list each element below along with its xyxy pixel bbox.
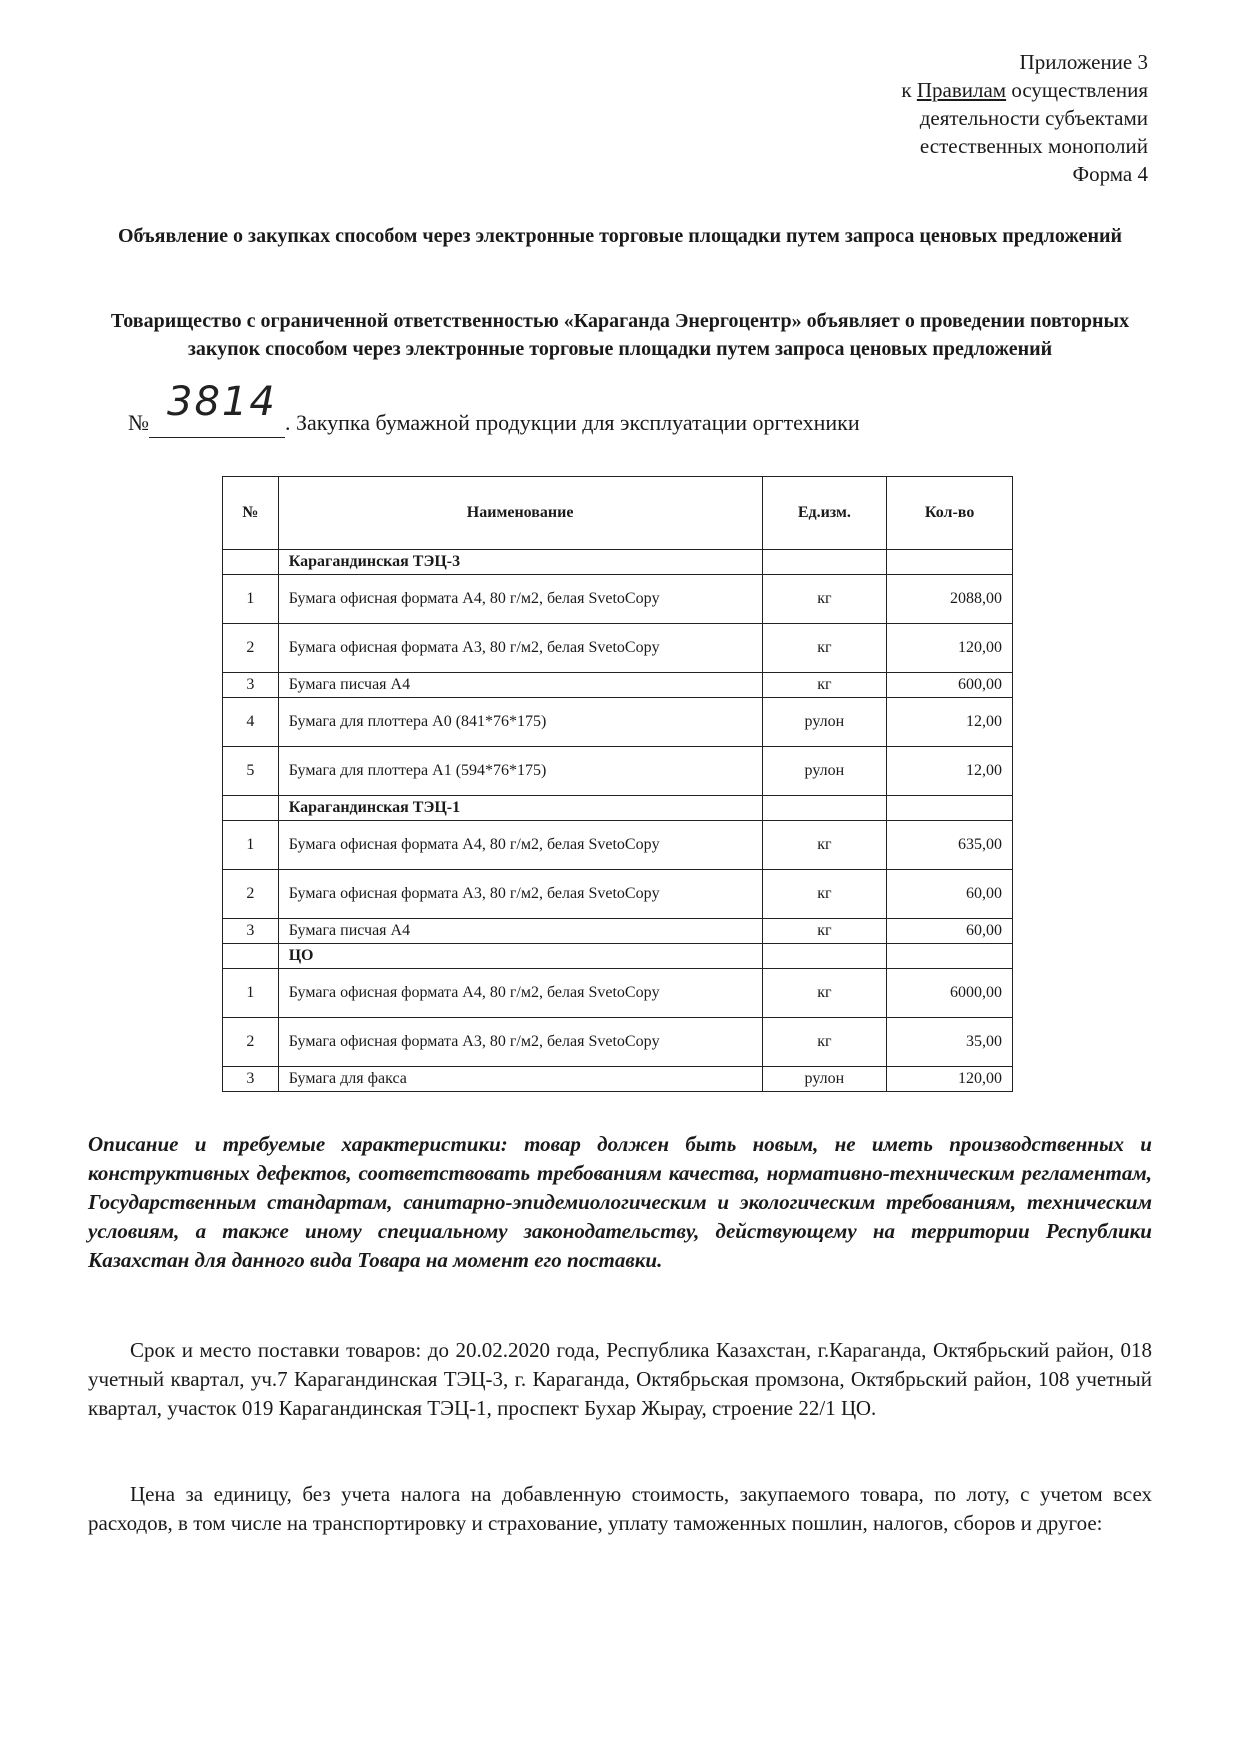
header-unit: Ед.изм. <box>762 477 887 550</box>
row-unit-cell: кг <box>762 575 887 624</box>
delivery-paragraph: Срок и место поставки товаров: до 20.02.2020 года, Республика Казахстан, г.Караганда, Октябрьский район, 018 учетный квартал, уч.7 Карагандинская ТЭЦ-3, г. Караганда, Октябрьская промзона, Октябрьский район, 108 учетный квартал, участок 019 Карагандинская ТЭЦ-1, проспект Бухар Жырау, строение 22/1 ЦО. <box>88 1338 1152 1420</box>
row-qty-cell: 635,00 <box>887 821 1013 870</box>
group-name-cell: Карагандинская ТЭЦ-1 <box>278 796 762 821</box>
group-qty-cell <box>887 796 1013 821</box>
group-no-cell <box>223 796 279 821</box>
row-name-cell: Бумага писчая А4 <box>278 673 762 698</box>
description-paragraph: Описание и требуемые характеристики: товар должен быть новым, не иметь производственных и конструктивных дефектов, соответствовать требованиям качества, нормативно-техническим регламентам, Государственным стандартам, санитарно-эпидемиологическим и экологическим требованиям, техническим условиям, а также иному специальному законодательству, действующему на территории Республики Казахстан для данного вида Товара на момент его поставки. <box>88 1132 1152 1272</box>
row-qty-cell: 12,00 <box>887 698 1013 747</box>
table-header-row <box>223 477 1013 550</box>
row-number-cell: 2 <box>223 870 279 919</box>
row-qty-cell: 12,00 <box>887 747 1013 796</box>
table-group-row <box>223 550 1013 575</box>
group-no-cell <box>223 550 279 575</box>
items-table <box>222 476 1013 1092</box>
appendix-line-1: Приложение 3 <box>1019 50 1148 74</box>
header-name: Наименование <box>278 477 762 550</box>
table-row <box>223 673 1013 698</box>
group-unit-cell <box>762 550 887 575</box>
row-qty-cell: 35,00 <box>887 1018 1013 1067</box>
price-paragraph: Цена за единицу, без учета налога на добавленную стоимость, закупаемого товара, по лоту, с учетом всех расходов, в том числе на транспортировку и страхование, уплату таможенных пошлин, налогов, сборов и другое: <box>88 1482 1152 1535</box>
row-number-cell: 1 <box>223 575 279 624</box>
appendix-line-4: естественных монополий <box>919 134 1148 158</box>
row-qty-cell: 120,00 <box>887 624 1013 673</box>
handwritten-number: 3814 <box>167 379 277 425</box>
group-unit-cell <box>762 796 887 821</box>
row-number-cell: 2 <box>223 624 279 673</box>
group-qty-cell <box>887 550 1013 575</box>
row-qty-cell: 2088,00 <box>887 575 1013 624</box>
row-number-cell: 3 <box>223 1067 279 1092</box>
row-number-cell: 2 <box>223 1018 279 1067</box>
row-qty-cell: 120,00 <box>887 1067 1013 1092</box>
appendix-block <box>788 48 1148 188</box>
header-no: № <box>223 477 279 550</box>
row-qty-cell: 60,00 <box>887 870 1013 919</box>
table-row <box>223 747 1013 796</box>
procurement-number-field <box>149 379 285 438</box>
group-name-cell: ЦО <box>278 944 762 969</box>
appendix-prefix: к <box>901 78 917 102</box>
row-unit-cell: кг <box>762 919 887 944</box>
group-name-cell: Карагандинская ТЭЦ-3 <box>278 550 762 575</box>
row-unit-cell: рулон <box>762 747 887 796</box>
row-number-cell: 1 <box>223 821 279 870</box>
procurement-title: . Закупка бумажной продукции для эксплуатации оргтехники <box>285 410 860 435</box>
table-row <box>223 821 1013 870</box>
row-unit-cell: кг <box>762 624 887 673</box>
row-qty-cell: 600,00 <box>887 673 1013 698</box>
company-announcement: Товарищество с ограниченной ответственностью «Караганда Энергоцентр» объявляет о проведении повторных закупок способом через электронные торговые площадки путем запроса ценовых предложений <box>110 310 1130 360</box>
announcement-title: Объявление о закупках способом через электронные торговые площадки путем запроса ценовых предложений <box>117 225 1123 247</box>
row-name-cell: Бумага офисная формата А3, 80 г/м2, белая SvetoCopy <box>278 624 762 673</box>
table-row <box>223 575 1013 624</box>
number-sign: № <box>128 410 149 435</box>
group-no-cell <box>223 944 279 969</box>
row-qty-cell: 6000,00 <box>887 969 1013 1018</box>
row-name-cell: Бумага для плоттера А1 (594*76*175) <box>278 747 762 796</box>
row-unit-cell: кг <box>762 1018 887 1067</box>
row-name-cell: Бумага для плоттера А0 (841*76*175) <box>278 698 762 747</box>
table-row <box>223 1067 1013 1092</box>
table-group-row <box>223 796 1013 821</box>
row-name-cell: Бумага для факса <box>278 1067 762 1092</box>
row-unit-cell: кг <box>762 870 887 919</box>
row-unit-cell: рулон <box>762 1067 887 1092</box>
table-row <box>223 624 1013 673</box>
appendix-line-3: деятельности субъектами <box>919 106 1148 130</box>
table-row <box>223 969 1013 1018</box>
appendix-line-2 <box>788 76 1148 104</box>
table-row <box>223 919 1013 944</box>
header-qty: Кол-во <box>887 477 1013 550</box>
row-unit-cell: кг <box>762 821 887 870</box>
row-number-cell: 1 <box>223 969 279 1018</box>
row-number-cell: 3 <box>223 919 279 944</box>
group-qty-cell <box>887 944 1013 969</box>
row-name-cell: Бумага офисная формата А3, 80 г/м2, белая SvetoCopy <box>278 1018 762 1067</box>
row-qty-cell: 60,00 <box>887 919 1013 944</box>
form-number: Форма 4 <box>1072 162 1148 186</box>
row-name-cell: Бумага офисная формата А4, 80 г/м2, белая SvetoCopy <box>278 575 762 624</box>
row-number-cell: 5 <box>223 747 279 796</box>
row-number-cell: 4 <box>223 698 279 747</box>
procurement-number-line <box>128 379 860 438</box>
row-number-cell: 3 <box>223 673 279 698</box>
table-row <box>223 698 1013 747</box>
row-name-cell: Бумага офисная формата А3, 80 г/м2, белая SvetoCopy <box>278 870 762 919</box>
row-name-cell: Бумага писчая А4 <box>278 919 762 944</box>
table-group-row <box>223 944 1013 969</box>
table-row <box>223 870 1013 919</box>
table-row <box>223 1018 1013 1067</box>
row-unit-cell: рулон <box>762 698 887 747</box>
group-unit-cell <box>762 944 887 969</box>
appendix-suffix: осуществления <box>1006 78 1148 102</box>
row-name-cell: Бумага офисная формата А4, 80 г/м2, белая SvetoCopy <box>278 821 762 870</box>
row-unit-cell: кг <box>762 673 887 698</box>
rules-link[interactable]: Правилам <box>916 78 1007 102</box>
row-unit-cell: кг <box>762 969 887 1018</box>
row-name-cell: Бумага офисная формата А4, 80 г/м2, белая SvetoCopy <box>278 969 762 1018</box>
